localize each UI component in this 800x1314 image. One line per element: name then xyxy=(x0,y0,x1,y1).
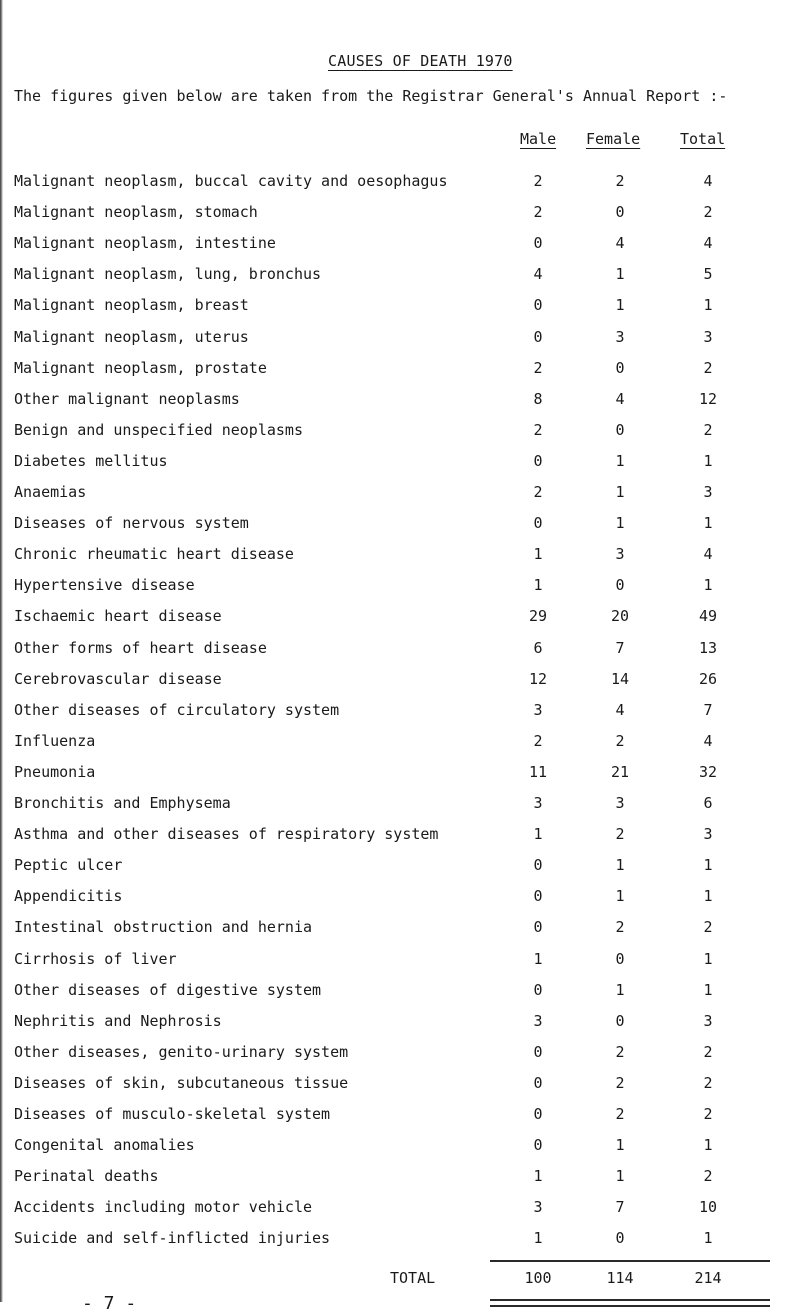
table-row xyxy=(0,328,800,350)
male-count: 0 xyxy=(533,234,543,252)
male-count: 0 xyxy=(533,1105,543,1123)
cause-label: Malignant neoplasm, breast xyxy=(14,296,249,314)
page-number: - 7 - xyxy=(82,1293,137,1314)
total-count: 12 xyxy=(698,390,718,408)
table-row xyxy=(0,825,800,847)
table-row xyxy=(0,452,800,474)
female-count: 1 xyxy=(615,514,625,532)
male-count: 2 xyxy=(533,172,543,190)
male-count: 3 xyxy=(533,794,543,812)
table-row xyxy=(0,1074,800,1096)
total-count: 3 xyxy=(703,1012,713,1030)
male-count: 0 xyxy=(533,1074,543,1092)
total-count: 1 xyxy=(703,514,713,532)
table-row xyxy=(0,390,800,412)
female-count: 3 xyxy=(615,545,625,563)
female-count: 1 xyxy=(615,452,625,470)
cause-label: Perinatal deaths xyxy=(14,1167,159,1185)
total-rule xyxy=(490,1260,770,1262)
cause-label: Diabetes mellitus xyxy=(14,452,168,470)
cause-label: Diseases of musculo-skeletal system xyxy=(14,1105,331,1123)
intro-text: The figures given below are taken from the Registrar General's Annual Report :- xyxy=(14,87,728,105)
table-row xyxy=(0,514,800,536)
cause-label: Cerebrovascular disease xyxy=(14,670,222,688)
total-female: 114 xyxy=(606,1269,634,1287)
table-row xyxy=(0,670,800,692)
female-count: 1 xyxy=(615,1136,625,1154)
total-count: 32 xyxy=(698,763,718,781)
male-count: 3 xyxy=(533,1012,543,1030)
total-count: 4 xyxy=(703,172,713,190)
male-count: 1 xyxy=(533,825,543,843)
table-row xyxy=(0,1012,800,1034)
female-count: 2 xyxy=(615,918,625,936)
female-count: 14 xyxy=(610,670,630,688)
total-count: 2 xyxy=(703,421,713,439)
male-count: 0 xyxy=(533,918,543,936)
table-row xyxy=(0,1198,800,1220)
table-row xyxy=(0,607,800,629)
table-row xyxy=(0,545,800,567)
female-count: 7 xyxy=(615,1198,625,1216)
total-count: 3 xyxy=(703,825,713,843)
double-rule-top xyxy=(490,1299,770,1301)
table-row xyxy=(0,483,800,505)
page-title: CAUSES OF DEATH 1970 xyxy=(328,52,513,70)
cause-label: Influenza xyxy=(14,732,96,750)
male-count: 1 xyxy=(533,1229,543,1247)
column-header-male: Male xyxy=(520,130,557,148)
male-count: 2 xyxy=(533,359,543,377)
table-row xyxy=(0,701,800,723)
table-row xyxy=(0,639,800,661)
female-count: 1 xyxy=(615,265,625,283)
male-count: 11 xyxy=(528,763,548,781)
female-count: 1 xyxy=(615,887,625,905)
cause-label: Ischaemic heart disease xyxy=(14,607,222,625)
table-row xyxy=(0,421,800,443)
female-count: 4 xyxy=(615,701,625,719)
female-count: 20 xyxy=(610,607,630,625)
female-count: 1 xyxy=(615,856,625,874)
male-count: 3 xyxy=(533,701,543,719)
total-count: 49 xyxy=(698,607,718,625)
table-row xyxy=(0,918,800,940)
male-count: 1 xyxy=(533,576,543,594)
cause-label: Anaemias xyxy=(14,483,87,501)
total-count: 1 xyxy=(703,887,713,905)
column-header-female: Female xyxy=(586,130,641,148)
table-row xyxy=(0,1167,800,1189)
female-count: 0 xyxy=(615,950,625,968)
female-count: 7 xyxy=(615,639,625,657)
total-count: 4 xyxy=(703,234,713,252)
total-male: 100 xyxy=(524,1269,552,1287)
total-count: 3 xyxy=(703,328,713,346)
cause-label: Asthma and other diseases of respiratory system xyxy=(14,825,439,843)
total-count: 1 xyxy=(703,1229,713,1247)
male-count: 2 xyxy=(533,732,543,750)
female-count: 1 xyxy=(615,296,625,314)
female-count: 0 xyxy=(615,203,625,221)
male-count: 0 xyxy=(533,1136,543,1154)
male-count: 0 xyxy=(533,296,543,314)
cause-label: Cirrhosis of liver xyxy=(14,950,177,968)
female-count: 0 xyxy=(615,1229,625,1247)
male-count: 2 xyxy=(533,421,543,439)
table-row xyxy=(0,794,800,816)
cause-label: Diseases of nervous system xyxy=(14,514,249,532)
total-count: 1 xyxy=(703,576,713,594)
total-count: 2 xyxy=(703,1167,713,1185)
cause-label: Hypertensive disease xyxy=(14,576,195,594)
female-count: 2 xyxy=(615,825,625,843)
table-row xyxy=(0,234,800,256)
table-row xyxy=(0,296,800,318)
table-row xyxy=(0,1105,800,1127)
female-count: 2 xyxy=(615,172,625,190)
cause-label: Benign and unspecified neoplasms xyxy=(14,421,303,439)
female-count: 1 xyxy=(615,981,625,999)
total-count: 1 xyxy=(703,1136,713,1154)
female-count: 2 xyxy=(615,1043,625,1061)
total-all: 214 xyxy=(694,1269,722,1287)
female-count: 4 xyxy=(615,234,625,252)
total-label: TOTAL xyxy=(390,1269,436,1287)
table-row xyxy=(0,172,800,194)
female-count: 21 xyxy=(610,763,630,781)
cause-label: Malignant neoplasm, stomach xyxy=(14,203,258,221)
cause-label: Pneumonia xyxy=(14,763,96,781)
cause-label: Peptic ulcer xyxy=(14,856,123,874)
female-count: 1 xyxy=(615,483,625,501)
female-count: 2 xyxy=(615,1074,625,1092)
cause-label: Malignant neoplasm, lung, bronchus xyxy=(14,265,322,283)
male-count: 4 xyxy=(533,265,543,283)
total-count: 2 xyxy=(703,359,713,377)
female-count: 0 xyxy=(615,1012,625,1030)
table-row xyxy=(0,732,800,754)
cause-label: Accidents including motor vehicle xyxy=(14,1198,313,1216)
cause-label: Nephritis and Nephrosis xyxy=(14,1012,222,1030)
total-count: 6 xyxy=(703,794,713,812)
male-count: 0 xyxy=(533,856,543,874)
table-row xyxy=(0,763,800,785)
total-count: 1 xyxy=(703,950,713,968)
cause-label: Other diseases of circulatory system xyxy=(14,701,340,719)
table-row xyxy=(0,1043,800,1065)
total-row xyxy=(0,1269,800,1291)
total-count: 2 xyxy=(703,918,713,936)
male-count: 1 xyxy=(533,950,543,968)
cause-label: Malignant neoplasm, intestine xyxy=(14,234,276,252)
female-count: 4 xyxy=(615,390,625,408)
total-count: 1 xyxy=(703,296,713,314)
male-count: 8 xyxy=(533,390,543,408)
male-count: 1 xyxy=(533,545,543,563)
total-count: 2 xyxy=(703,203,713,221)
table-row xyxy=(0,576,800,598)
cause-label: Malignant neoplasm, buccal cavity and oesophagus xyxy=(14,172,448,190)
male-count: 0 xyxy=(533,1043,543,1061)
table-row xyxy=(0,981,800,1003)
table-row xyxy=(0,359,800,381)
cause-label: Suicide and self-inflicted injuries xyxy=(14,1229,331,1247)
male-count: 12 xyxy=(528,670,548,688)
cause-label: Other diseases of digestive system xyxy=(14,981,322,999)
total-count: 2 xyxy=(703,1074,713,1092)
male-count: 29 xyxy=(528,607,548,625)
male-count: 0 xyxy=(533,328,543,346)
male-count: 3 xyxy=(533,1198,543,1216)
total-count: 10 xyxy=(698,1198,718,1216)
female-count: 1 xyxy=(615,1167,625,1185)
total-count: 1 xyxy=(703,452,713,470)
male-count: 0 xyxy=(533,981,543,999)
female-count: 2 xyxy=(615,1105,625,1123)
total-count: 7 xyxy=(703,701,713,719)
male-count: 0 xyxy=(533,452,543,470)
cause-label: Chronic rheumatic heart disease xyxy=(14,545,294,563)
table-row xyxy=(0,265,800,287)
total-count: 4 xyxy=(703,545,713,563)
total-count: 4 xyxy=(703,732,713,750)
male-count: 1 xyxy=(533,1167,543,1185)
table-row xyxy=(0,1229,800,1251)
table-row xyxy=(0,203,800,225)
cause-label: Other diseases, genito-urinary system xyxy=(14,1043,349,1061)
cause-label: Appendicitis xyxy=(14,887,123,905)
total-count: 1 xyxy=(703,856,713,874)
total-count: 2 xyxy=(703,1105,713,1123)
total-count: 26 xyxy=(698,670,718,688)
table-row xyxy=(0,887,800,909)
cause-label: Congenital anomalies xyxy=(14,1136,195,1154)
table-row xyxy=(0,1136,800,1158)
male-count: 2 xyxy=(533,483,543,501)
cause-label: Bronchitis and Emphysema xyxy=(14,794,231,812)
female-count: 3 xyxy=(615,794,625,812)
female-count: 3 xyxy=(615,328,625,346)
table-row xyxy=(0,856,800,878)
female-count: 0 xyxy=(615,359,625,377)
female-count: 0 xyxy=(615,421,625,439)
total-count: 1 xyxy=(703,981,713,999)
male-count: 6 xyxy=(533,639,543,657)
female-count: 2 xyxy=(615,732,625,750)
cause-label: Other malignant neoplasms xyxy=(14,390,240,408)
total-count: 2 xyxy=(703,1043,713,1061)
column-header-total: Total xyxy=(680,130,726,148)
cause-label: Other forms of heart disease xyxy=(14,639,267,657)
cause-label: Intestinal obstruction and hernia xyxy=(14,918,313,936)
table-row xyxy=(0,950,800,972)
female-count: 0 xyxy=(615,576,625,594)
total-count: 13 xyxy=(698,639,718,657)
cause-label: Malignant neoplasm, uterus xyxy=(14,328,249,346)
male-count: 0 xyxy=(533,514,543,532)
total-count: 3 xyxy=(703,483,713,501)
male-count: 2 xyxy=(533,203,543,221)
double-rule-bottom xyxy=(490,1305,770,1307)
total-count: 5 xyxy=(703,265,713,283)
cause-label: Diseases of skin, subcutaneous tissue xyxy=(14,1074,349,1092)
male-count: 0 xyxy=(533,887,543,905)
cause-label: Malignant neoplasm, prostate xyxy=(14,359,267,377)
